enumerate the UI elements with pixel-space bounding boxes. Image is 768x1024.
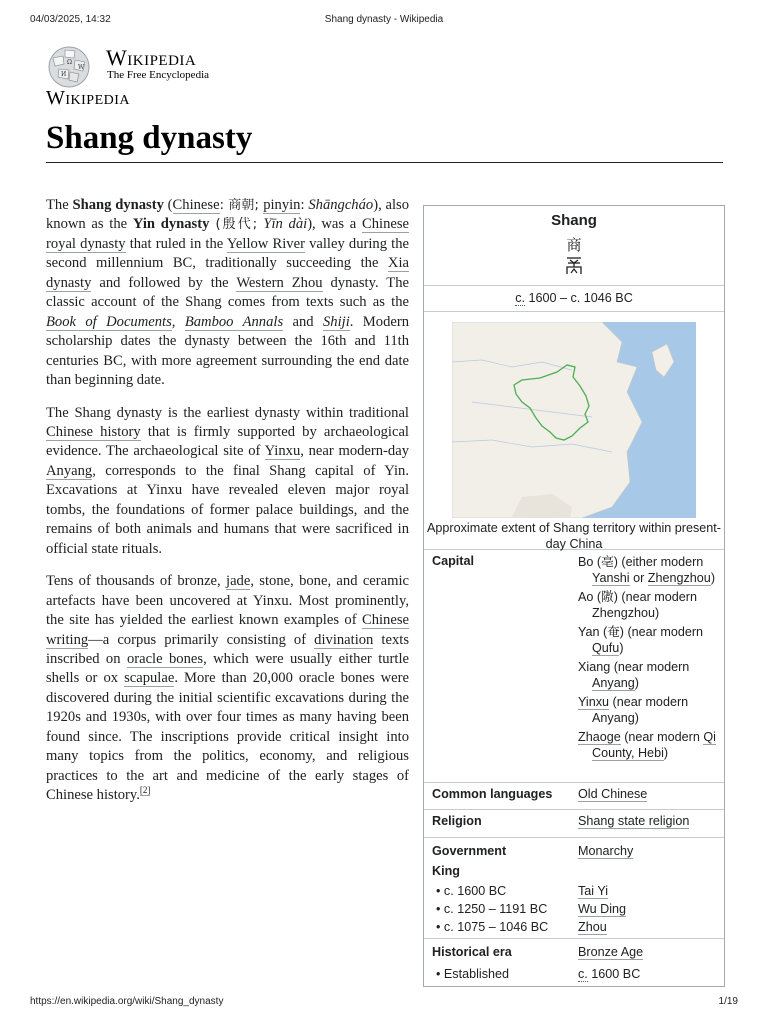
link-qufu[interactable]: Qufu	[592, 641, 620, 655]
link-shiji[interactable]: Shiji	[323, 313, 350, 330]
link-bamboo-annals[interactable]: Bamboo Annals	[184, 313, 284, 330]
title-divider	[46, 162, 723, 163]
capital-item: Ao (隞) (near modern Zhengzhou)	[578, 590, 697, 620]
map-caption: Approximate extent of Shang territory within present-day China	[427, 521, 721, 551]
link-pinyin[interactable]: pinyin	[263, 197, 301, 213]
svg-text:Ω: Ω	[67, 59, 72, 66]
link-chinese[interactable]: Chinese	[172, 197, 220, 213]
era-label: Historical era	[432, 945, 512, 959]
capital-item: Zhaoge (near modern Qi County, Hebi)	[578, 730, 716, 760]
print-page-number: 1/19	[718, 996, 738, 1007]
oracle-bone-glyph-icon	[424, 257, 724, 273]
link-oracle-bones[interactable]: oracle bones	[126, 650, 204, 667]
infobox-title: Shang	[551, 212, 597, 229]
king-label: King	[432, 864, 460, 878]
infobox	[423, 205, 725, 987]
paragraph-3: Tens of thousands of bronze, jade, stone, bone, and ceramic artefacts have been uncovered at Yinxu. Most prominently, the site has yielded the earliest known examples of Chinese writing—a corpus primarily consisting of divination texts inscribed on oracle bones, which were usually either turtle shells or ox scapulae. More than 20,000 oracle bones were discovered during the initial scientific excavations during the 1920s and 1930s, with over four times as many having been found since. The inscriptions provide critical insight into many topics from the politics, economy, and religious practices to the art and medicine of the early stages of Chinese history.[2]	[46, 573, 410, 804]
link-tai-yi[interactable]: Tai Yi	[578, 884, 609, 898]
link-zhou[interactable]: Zhou	[578, 920, 607, 934]
circa-abbr[interactable]: c.	[578, 967, 588, 981]
link-scapulae[interactable]: scapulae	[124, 670, 175, 687]
capital-item: Yan (奄) (near modern Qufu)	[578, 625, 704, 655]
capital-item: Bo (亳) (either modern Yanshi or Zhengzhou)	[578, 555, 716, 585]
link-qi-county-hebi[interactable]: Qi County, Hebi	[592, 730, 716, 760]
link-book-of-documents[interactable]: Book of Documents	[46, 313, 172, 330]
link-monarchy[interactable]: Monarchy	[578, 844, 634, 858]
link-western-zhou[interactable]: Western Zhou	[236, 274, 323, 291]
government-values	[570, 838, 724, 938]
government-label: Government	[432, 844, 507, 858]
svg-text:И: И	[61, 71, 67, 78]
reference-link[interactable]: [2]	[139, 785, 151, 796]
era-values: Bronze Age c. 1600 BC	[578, 945, 644, 981]
print-page-title: Shang dynasty - Wikipedia	[324, 14, 444, 25]
capital-values	[570, 550, 724, 782]
paragraph-2: The Shang dynasty is the earliest dynasty within traditional Chinese history that is firmly supported by archaeological evidence. The archaeological site of Yinxu, near modern-day Anyang, corresponds to the final Shang capital of Yin. Excavations at Yinxu have revealed eleven major royal tombs, the foundations of former palace buildings, and the remains of both animals and humans that were sacrificed in official state rituals.	[46, 404, 409, 557]
link-chinese-history[interactable]: Chinese history	[46, 423, 141, 440]
capital-label: Capital	[432, 554, 474, 568]
infobox-dates: c. 1600 – c. 1046 BC	[424, 286, 724, 312]
link-chinese-royal-dynasty[interactable]: Chinese royal dynasty	[46, 216, 410, 252]
wikipedia-tagline: The Free Encyclopedia	[107, 69, 210, 81]
religion-label: Religion	[432, 814, 482, 828]
link-zhaoge[interactable]: Zhaoge	[578, 730, 621, 744]
row-historical-era	[424, 939, 724, 983]
infobox-chinese-name: 商	[566, 236, 582, 254]
link-anyang-infobox[interactable]: Anyang	[592, 676, 635, 690]
established-label: • Established	[436, 967, 510, 981]
link-wu-ding[interactable]: Wu Ding	[578, 902, 627, 916]
wikipedia-wordmark[interactable]: Wikipedia	[106, 45, 197, 70]
link-old-chinese[interactable]: Old Chinese	[578, 787, 648, 801]
print-datetime: 04/03/2025, 14:32	[30, 14, 111, 25]
link-xia-dynasty[interactable]: Xia dynasty	[46, 255, 409, 291]
era-labels	[424, 939, 570, 983]
link-divination[interactable]: divination	[314, 631, 374, 648]
king-period: • c. 1075 – 1046 BC	[436, 920, 549, 934]
row-religion	[424, 810, 724, 838]
circa-abbr[interactable]: c.	[515, 291, 525, 305]
king-period: • c. 1250 – 1191 BC	[436, 902, 548, 916]
row-capital	[424, 550, 724, 783]
wikipedia-globe-icon[interactable]	[45, 44, 97, 90]
page-title: Shang dynasty	[46, 120, 253, 156]
capital-item: Yinxu (near modern Anyang)	[578, 695, 689, 725]
article-body	[46, 196, 409, 819]
infobox-header	[424, 206, 724, 286]
svg-text:W: W	[78, 64, 85, 71]
languages-label: Common languages	[432, 787, 553, 801]
link-chinese-writing[interactable]: Chinese writing	[46, 612, 409, 648]
row-government	[424, 838, 724, 939]
link-jade[interactable]: jade	[226, 573, 251, 590]
print-footer	[0, 992, 768, 1012]
link-bronze-age[interactable]: Bronze Age	[578, 945, 644, 959]
shang-territory-map-image[interactable]	[452, 322, 696, 518]
row-languages	[424, 783, 724, 810]
print-url: https://en.wikipedia.org/wiki/Shang_dynasty	[30, 996, 224, 1007]
link-yellow-river[interactable]: Yellow River	[226, 235, 305, 252]
paragraph-1: The Shang dynasty (Chinese: 商朝; pinyin: Shāngcháo), also known as the Yin dynasty (殷代; Yīn dài), was a Chinese royal dynasty that ruled in the Yellow River valley during the second millennium BC, traditionally succeeding the Xia dynasty and followed by the Western Zhou dynasty. The classic account of the Shang comes from texts such as the Book of Documents, Bamboo Annals and Shiji. Modern scholarship dates the dynasty between the 16th and 11th centuries BC, with more agreement surrounding the end date than beginning date.	[46, 197, 410, 389]
link-anyang[interactable]: Anyang	[46, 462, 93, 479]
government-labels	[424, 838, 570, 938]
link-zhengzhou[interactable]: Zhengzhou	[647, 571, 711, 585]
king-period: • c. 1600 BC	[436, 884, 507, 898]
link-yanshi[interactable]: Yanshi	[592, 571, 630, 585]
wikipedia-wordmark-secondary[interactable]: Wikipedia	[46, 87, 131, 109]
link-yinxu-infobox[interactable]: Yinxu	[578, 695, 610, 709]
print-header	[0, 0, 768, 25]
capital-item: Xiang (near modern Anyang)	[578, 660, 690, 690]
link-yinxu[interactable]: Yinxu	[264, 443, 301, 460]
infobox-map[interactable]	[424, 312, 724, 550]
link-shang-state-religion[interactable]: Shang state religion	[578, 814, 690, 828]
